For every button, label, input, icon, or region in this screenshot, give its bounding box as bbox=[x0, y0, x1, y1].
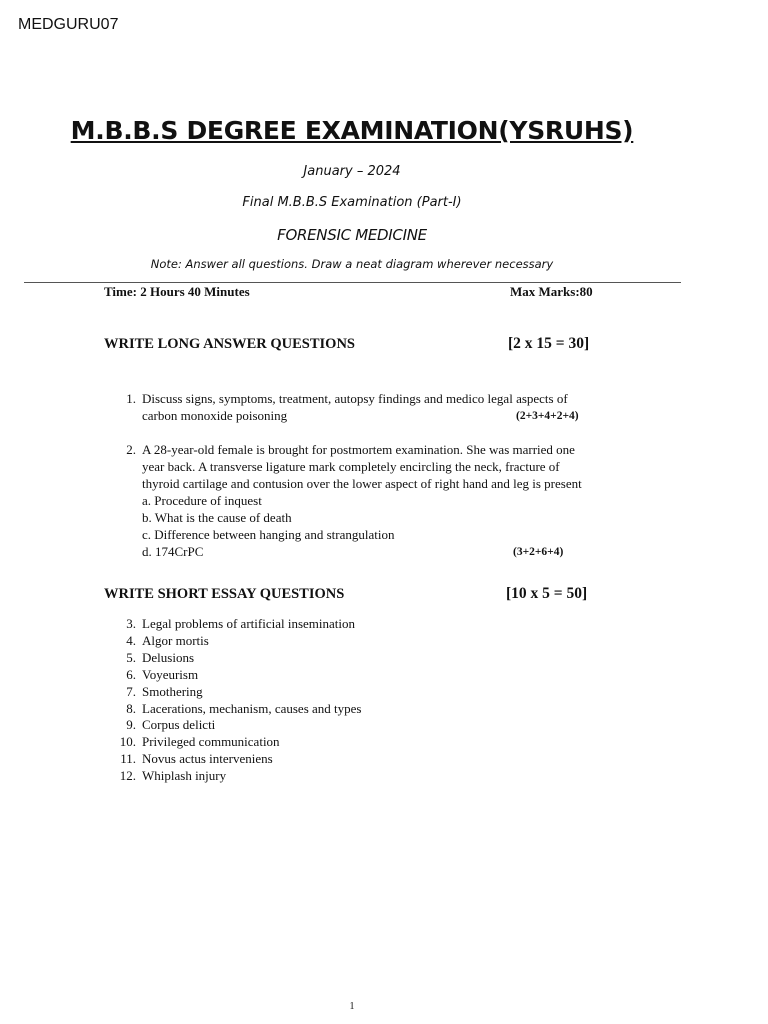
question-number: 7. bbox=[126, 684, 136, 699]
question-text: Novus actus interveniens bbox=[142, 751, 273, 766]
question-text: Lacerations, mechanism, causes and types bbox=[142, 701, 362, 716]
question-number: 11. bbox=[120, 751, 136, 766]
question-text: Smothering bbox=[142, 684, 203, 699]
question-number: 2. bbox=[126, 442, 136, 457]
short-section-heading: WRITE SHORT ESSAY QUESTIONS bbox=[104, 586, 345, 602]
long-section-heading: WRITE LONG ANSWER QUESTIONS bbox=[104, 336, 355, 352]
long-section-marks: [2 x 15 = 30] bbox=[508, 335, 590, 352]
page-number: 1 bbox=[349, 1001, 355, 1012]
question-line: carbon monoxide poisoning bbox=[142, 408, 288, 423]
question-number: 1. bbox=[126, 391, 136, 406]
question-text: Corpus delicti bbox=[142, 717, 216, 732]
question-text: Legal problems of artificial insemination bbox=[142, 616, 355, 631]
question-line: Discuss signs, symptoms, treatment, autopsy findings and medico legal aspects of bbox=[142, 391, 568, 406]
question-number: 9. bbox=[126, 717, 136, 732]
short-section-marks: [10 x 5 = 50] bbox=[506, 585, 588, 602]
sub-question: d. 174CrPC bbox=[142, 544, 204, 559]
header-divider bbox=[24, 282, 681, 283]
question-text: Privileged communication bbox=[142, 734, 280, 749]
max-marks-label: Max Marks:80 bbox=[510, 284, 593, 299]
sub-question: c. Difference between hanging and strangulation bbox=[142, 527, 395, 542]
question-text: Delusions bbox=[142, 650, 194, 665]
marks-split: (2+3+4+2+4) bbox=[516, 410, 579, 422]
exam-title: M.B.B.S DEGREE EXAMINATION(YSRUHS) bbox=[70, 116, 634, 145]
exam-name: Final M.B.B.S Examination (Part-I) bbox=[242, 195, 462, 210]
question-line: thyroid cartilage and contusion over the lower aspect of right hand and leg is present bbox=[142, 476, 582, 491]
question-number: 4. bbox=[126, 633, 136, 648]
exam-note: Note: Answer all questions. Draw a neat diagram wherever necessary bbox=[150, 257, 554, 271]
question-text: Algor mortis bbox=[142, 633, 209, 648]
question-number: 10. bbox=[119, 734, 136, 749]
question-number: 12. bbox=[119, 768, 136, 783]
question-text: Voyeurism bbox=[142, 667, 199, 682]
question-number: 8. bbox=[126, 701, 136, 716]
watermark-text: MEDGURU07 bbox=[18, 16, 119, 33]
marks-split: (3+2+6+4) bbox=[513, 546, 564, 558]
question-number: 6. bbox=[126, 667, 136, 682]
question-line: year back. A transverse ligature mark completely encircling the neck, fracture of bbox=[142, 459, 560, 474]
time-label: Time: 2 Hours 40 Minutes bbox=[104, 284, 250, 299]
question-line: A 28-year-old female is brought for postmortem examination. She was married one bbox=[142, 442, 575, 457]
sub-question: b. What is the cause of death bbox=[142, 510, 292, 525]
question-text: Whiplash injury bbox=[142, 768, 227, 783]
question-number: 5. bbox=[126, 650, 136, 665]
exam-subject: FORENSIC MEDICINE bbox=[277, 226, 427, 244]
exam-date: January – 2024 bbox=[303, 164, 401, 179]
question-number: 3. bbox=[126, 616, 136, 631]
sub-question: a. Procedure of inquest bbox=[142, 493, 262, 508]
